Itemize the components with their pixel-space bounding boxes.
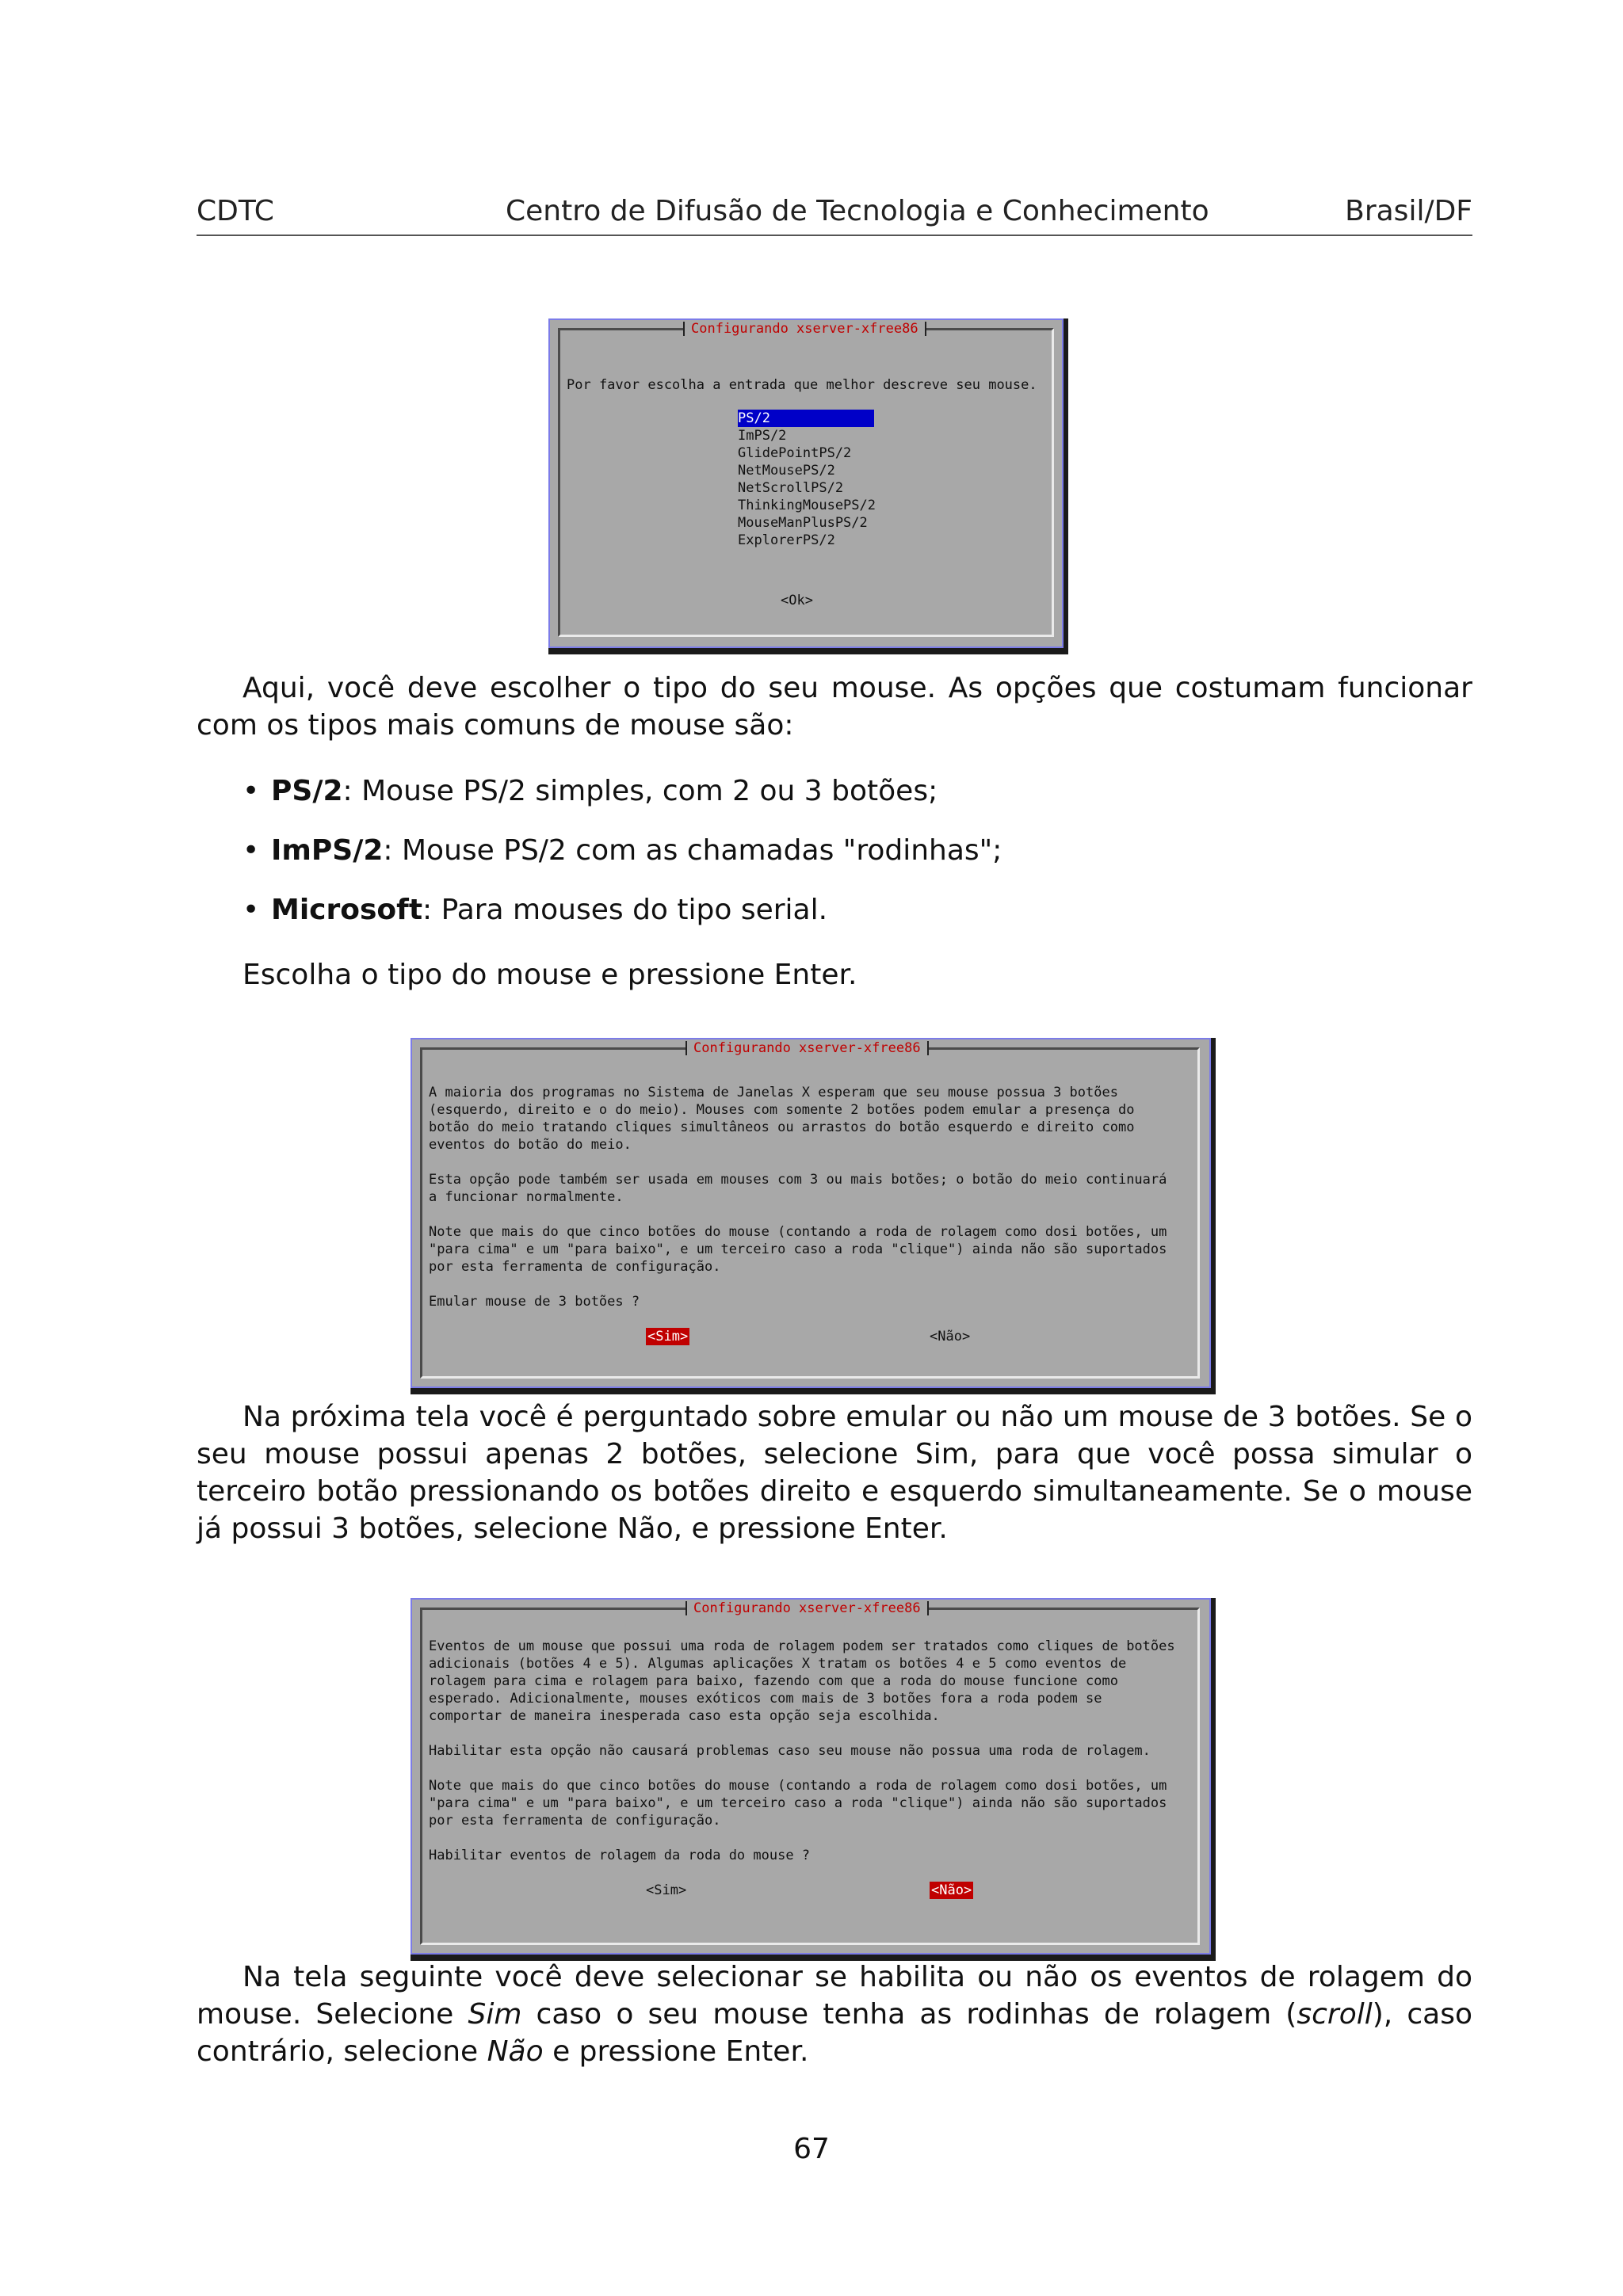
dialog-line: Esta opção pode também ser usada em mouses com 3 ou mais botões; o botão do meio continuará: [429, 1172, 1167, 1188]
option-explorerps2[interactable]: ExplorerPS/2: [738, 532, 835, 548]
dialog-line: "para cima" e um "para baixo", e um terceiro caso a roda "clique") ainda não são suportados: [429, 1241, 1167, 1257]
dialog-line: a funcionar normalmente.: [429, 1189, 624, 1205]
dialog-line: comportar de maneira inesperada caso esta opção seja escolhida.: [429, 1708, 940, 1724]
no-button[interactable]: <Não>: [930, 1329, 971, 1344]
dialog-line: Note que mais do que cinco botões do mouse (contando a roda de rolagem como dosi botões, um: [429, 1224, 1167, 1240]
mouse-option-list: [738, 410, 880, 549]
list-item: • Microsoft: Para mouses do tipo serial.: [242, 894, 828, 926]
dialog-line: eventos do botão do meio.: [429, 1137, 632, 1153]
dialog-line: adicionais (botões 4 e 5). Algumas aplicações X tratam os botões 4 e 5 como eventos de: [429, 1656, 1127, 1672]
dialog-line: por esta ferramenta de configuração.: [429, 1813, 721, 1829]
dialog-line: A maioria dos programas no Sistema de Janelas X esperam que seu mouse possua 3 botões: [429, 1085, 1118, 1100]
dialog-title: Configurando xserver-xfree86: [685, 1600, 929, 1617]
dialog-line: esperado. Adicionalmente, mouses exóticos com mais de 3 botões fora a roda podem se: [429, 1691, 1102, 1707]
paragraph-intro: Aqui, você deve escolher o tipo do seu mouse. As opções que costumam funcionar com os tipos mais comuns de mouse são:: [197, 672, 1472, 742]
ok-button[interactable]: <Ok>: [781, 593, 813, 608]
dialog-line: rolagem para cima e rolagem para baixo, fazendo com que a roda do mouse funcione como: [429, 1673, 1118, 1689]
screenshot-mouse-type: [548, 318, 1068, 654]
screenshot-scroll-events: [411, 1598, 1216, 1961]
yes-button[interactable]: <Sim>: [647, 1329, 689, 1344]
dialog-line: Habilitar esta opção não causará problemas caso seu mouse não possua uma roda de rolagem.: [429, 1743, 1151, 1759]
header-right: Brasil/DF: [1345, 195, 1472, 227]
dialog-line: botão do meio tratando cliques simultâneos ou arrastos do botão esquerdo e direito como: [429, 1119, 1135, 1135]
dialog-line: por esta ferramenta de configuração.: [429, 1259, 721, 1275]
yes-button[interactable]: <Sim>: [646, 1882, 687, 1898]
option-glidepointps2[interactable]: GlidePointPS/2: [738, 445, 852, 461]
dialog-line: Note que mais do que cinco botões do mouse (contando a roda de rolagem como dosi botões, um: [429, 1778, 1167, 1794]
option-netscrollps2[interactable]: NetScrollPS/2: [738, 480, 844, 496]
dialog-line: "para cima" e um "para baixo", e um terceiro caso a roda "clique") ainda não são suportados: [429, 1795, 1167, 1811]
no-button[interactable]: <Não>: [931, 1882, 972, 1898]
dialog-question: Habilitar eventos de rolagem da roda do mouse ?: [429, 1848, 811, 1863]
option-thinkingmouseps2[interactable]: ThinkingMousePS/2: [738, 498, 876, 513]
option-mousemanplusps2[interactable]: MouseManPlusPS/2: [738, 515, 868, 531]
page-header: [197, 193, 1472, 236]
header-center: Centro de Difusão de Tecnologia e Conhecimento: [506, 195, 1209, 227]
dialog-prompt: Por favor escolha a entrada que melhor descreve seu mouse.: [567, 377, 1037, 393]
paragraph-scroll: Na tela seguinte você deve selecionar se habilita ou não os eventos de rolagem do mouse. Selecione Sim caso o seu mouse tenha as rodinhas de rolagem (scroll), caso contrário, selecione Não e pressione Enter.: [197, 1961, 1472, 2068]
dialog-question: Emular mouse de 3 botões ?: [429, 1294, 640, 1310]
dialog-title: Configurando xserver-xfree86: [685, 1039, 929, 1057]
paragraph-emulate: Na próxima tela você é perguntado sobre emular ou não um mouse de 3 botões. Se o seu mouse possui apenas 2 botões, selecione Sim, para que você possa simular o terceiro botão pressionando os botões direito e esquerdo simultaneamente. Se o mouse já possui 3 botões, selecione Não, e pressione Enter.: [197, 1401, 1472, 1545]
option-imps2[interactable]: ImPS/2: [738, 428, 787, 444]
list-item: • ImPS/2: Mouse PS/2 com as chamadas "rodinhas";: [242, 834, 1002, 867]
dialog-title: Configurando xserver-xfree86: [683, 320, 926, 338]
list-item: • PS/2: Mouse PS/2 simples, com 2 ou 3 botões;: [242, 775, 938, 807]
header-left: CDTC: [197, 195, 274, 227]
mouse-type-list: [242, 772, 1431, 951]
page-number: 67: [793, 2133, 830, 2165]
dialog-line: Eventos de um mouse que possui uma roda de rolagem podem ser tratados como cliques de botões: [429, 1638, 1175, 1654]
paragraph-choose: Escolha o tipo do mouse e pressione Enter.: [242, 959, 857, 991]
option-ps2[interactable]: PS/2: [738, 410, 874, 427]
screenshot-emulate-buttons: [411, 1038, 1216, 1394]
option-netmouseps2[interactable]: NetMousePS/2: [738, 463, 835, 479]
dialog-line: (esquerdo, direito e o do meio). Mouses com somente 2 botões podem emular a presença do: [429, 1102, 1135, 1118]
